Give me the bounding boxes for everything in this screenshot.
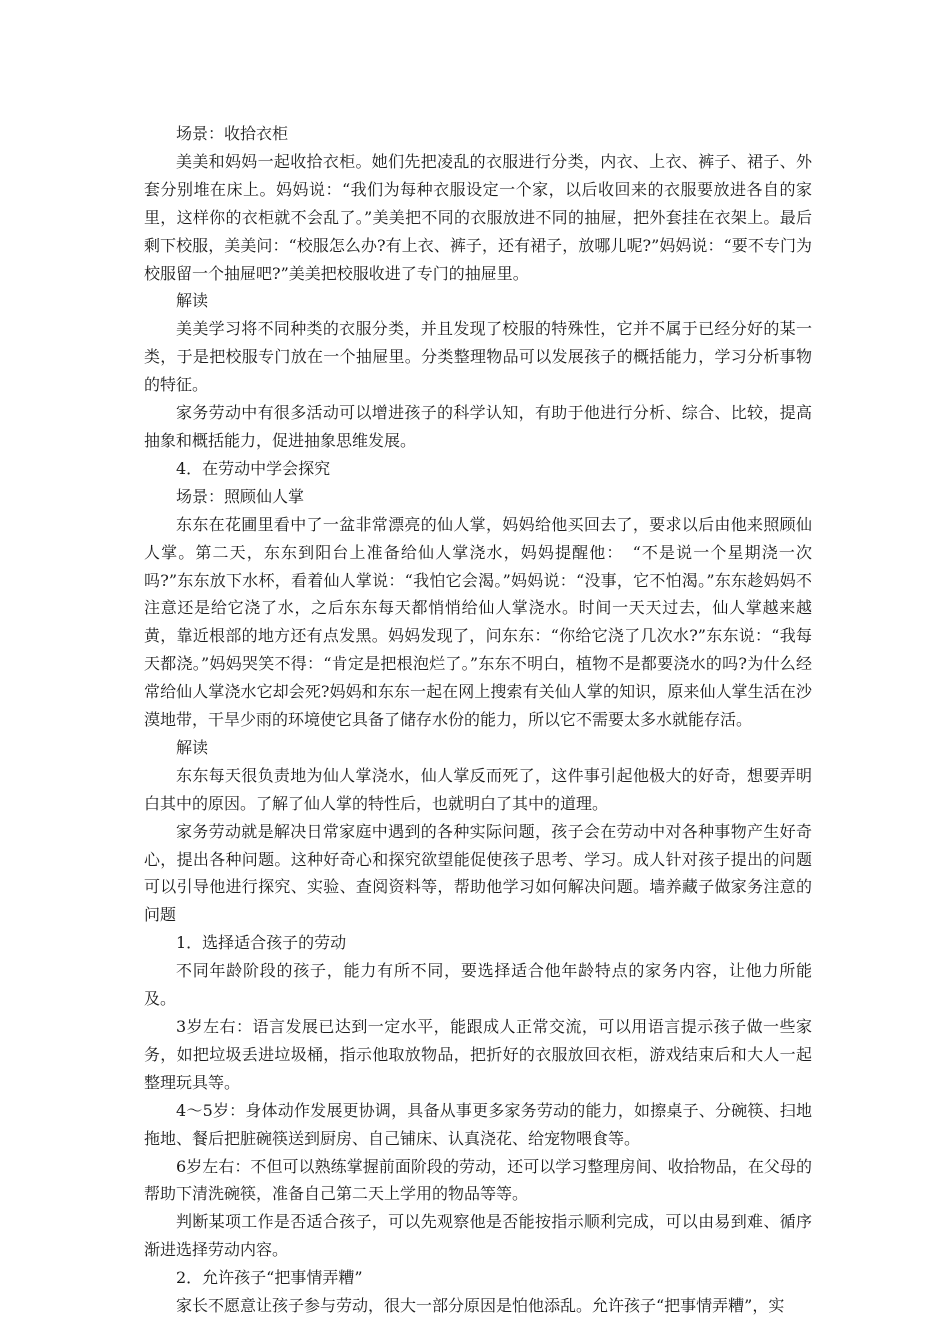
paragraph-age-ability: 不同年龄阶段的孩子，能力有所不同，要选择适合他年龄特点的家务内容，让他力所能及。 <box>144 961 812 1009</box>
paragraph-age-3: 3岁左右：语言发展已达到一定水平，能跟成人正常交流，可以用语言提示孩子做一些家务，如把垃圾丢进垃圾桶，指示他取放物品，把折好的衣服放回衣柜，游戏结束后和大人一起整理玩具等。 <box>144 1017 812 1092</box>
paragraph-curiosity: 家务劳动就是解决日常家庭中遇到的各种实际问题，孩子会在劳动中对各种事物产生好奇心，提出各种问题。这种好奇心和探究欲望能促使孩子思考、学习。成人针对孩子提出的问题可以引导他进行探究、实验、查阅资料等，帮助他学习如何解决问题。墙养藏子做家务注意的问题 <box>144 821 812 925</box>
document-page <box>144 120 812 1320</box>
paragraph-science-cognition: 家务劳动中有很多活动可以增进孩子的科学认知，有助于他进行分析、综合、比较，提高抽象和概括能力，促进抽象思维发展。 <box>144 403 812 450</box>
paragraph-wardrobe-story: 美美和妈妈一起收拾衣柜。她们先把凌乱的衣服进行分类，内衣、上衣、裤子、裙子、外套分别堆在床上。妈妈说：“我们为每种衣服设定一个家，以后收回来的衣服要放进各自的家里，这样你的衣柜就不会乱了。”美美把不同的衣服放进不同的抽屉，把外套挂在衣架上。最后剩下校服，美美问：“校服怎么办?有上衣、裤子，还有裙子，放哪儿呢?”妈妈说：“要不专门为校服留一个抽屉吧?”美美把校服收进了专门的抽屉里。 <box>144 151 812 283</box>
interpretation-heading: 解读 <box>176 737 209 757</box>
paragraph-judge-task: 判断某项工作是否适合孩子，可以先观察他是否能按指示顺利完成，可以由易到难、循序渐进选择劳动内容。 <box>144 1212 812 1260</box>
paragraph-age-4-5: 4～5岁：身体动作发展更协调，具备从事更多家务劳动的能力，如擦桌子、分碗筷、扫地拖地、餐后把脏碗筷送到厨房、自己铺床、认真浇花、给宠物喂食等。 <box>144 1100 812 1148</box>
section-heading-explore: 4．在劳动中学会探究 <box>176 458 331 478</box>
section-heading-choose-labor: 1．选择适合孩子的劳动 <box>176 933 347 953</box>
scene-heading-wardrobe: 场景：收拾衣柜 <box>176 124 289 143</box>
paragraph-age-6: 6岁左右：不但可以熟练掌握前面阶段的劳动，还可以学习整理房间、收拾物品，在父母的帮助下清洗碗筷，准备自己第二天上学用的物品等等。 <box>144 1156 812 1204</box>
section-heading-allow-mess: 2．允许孩子“把事情弄糟” <box>176 1268 363 1288</box>
paragraph-allow-mess: 家长不愿意让孩子参与劳动，很大一部分原因是怕他添乱。允许孩子“把事情弄糟”，实 <box>176 1296 785 1316</box>
scene-heading-cactus: 场景：照顾仙人掌 <box>176 486 305 506</box>
interpretation-heading: 解读 <box>176 291 209 311</box>
paragraph-wardrobe-interpretation: 美美学习将不同种类的衣服分类，并且发现了校服的特殊性，它并不属于已经分好的某一类，于是把校服专门放在一个抽屉里。分类整理物品可以发展孩子的概括能力，学习分析事物的特征。 <box>144 319 812 395</box>
paragraph-cactus-story: 东东在花圃里看中了一盆非常漂亮的仙人掌，妈妈给他买回去了，要求以后由他来照顾仙人掌。第二天，东东到阳台上准备给仙人掌浇水，妈妈提醒他： “不是说一个星期浇一次吗?”东东放下水杯，看着仙人掌说：“我怕它会渴。”妈妈说：“没事，它不怕渴。”东东趁妈妈不注意还是给它浇了水，之后东东每天都悄悄给仙人掌浇水。时间一天天过去，仙人掌越来越黄，靠近根部的地方还有点发黑。妈妈发现了，问东东：“你给它浇了几次水?”东东说：“我每天都浇。”妈妈哭笑不得：“肯定是把根泡烂了。”东东不明白，植物不是都要浇水的吗?为什么经常给仙人掌浇水它却会死?妈妈和东东一起在网上搜索有关仙人掌的知识，原来仙人掌生活在沙漠地带，干旱少雨的环境使它具备了储存水份的能力，所以它不需要太多水就能存活。 <box>144 514 812 730</box>
paragraph-cactus-interpretation: 东东每天很负责地为仙人掌浇水，仙人掌反而死了，这件事引起他极大的好奇，想要弄明白其中的原因。了解了仙人掌的特性后，也就明白了其中的道理。 <box>144 765 812 813</box>
